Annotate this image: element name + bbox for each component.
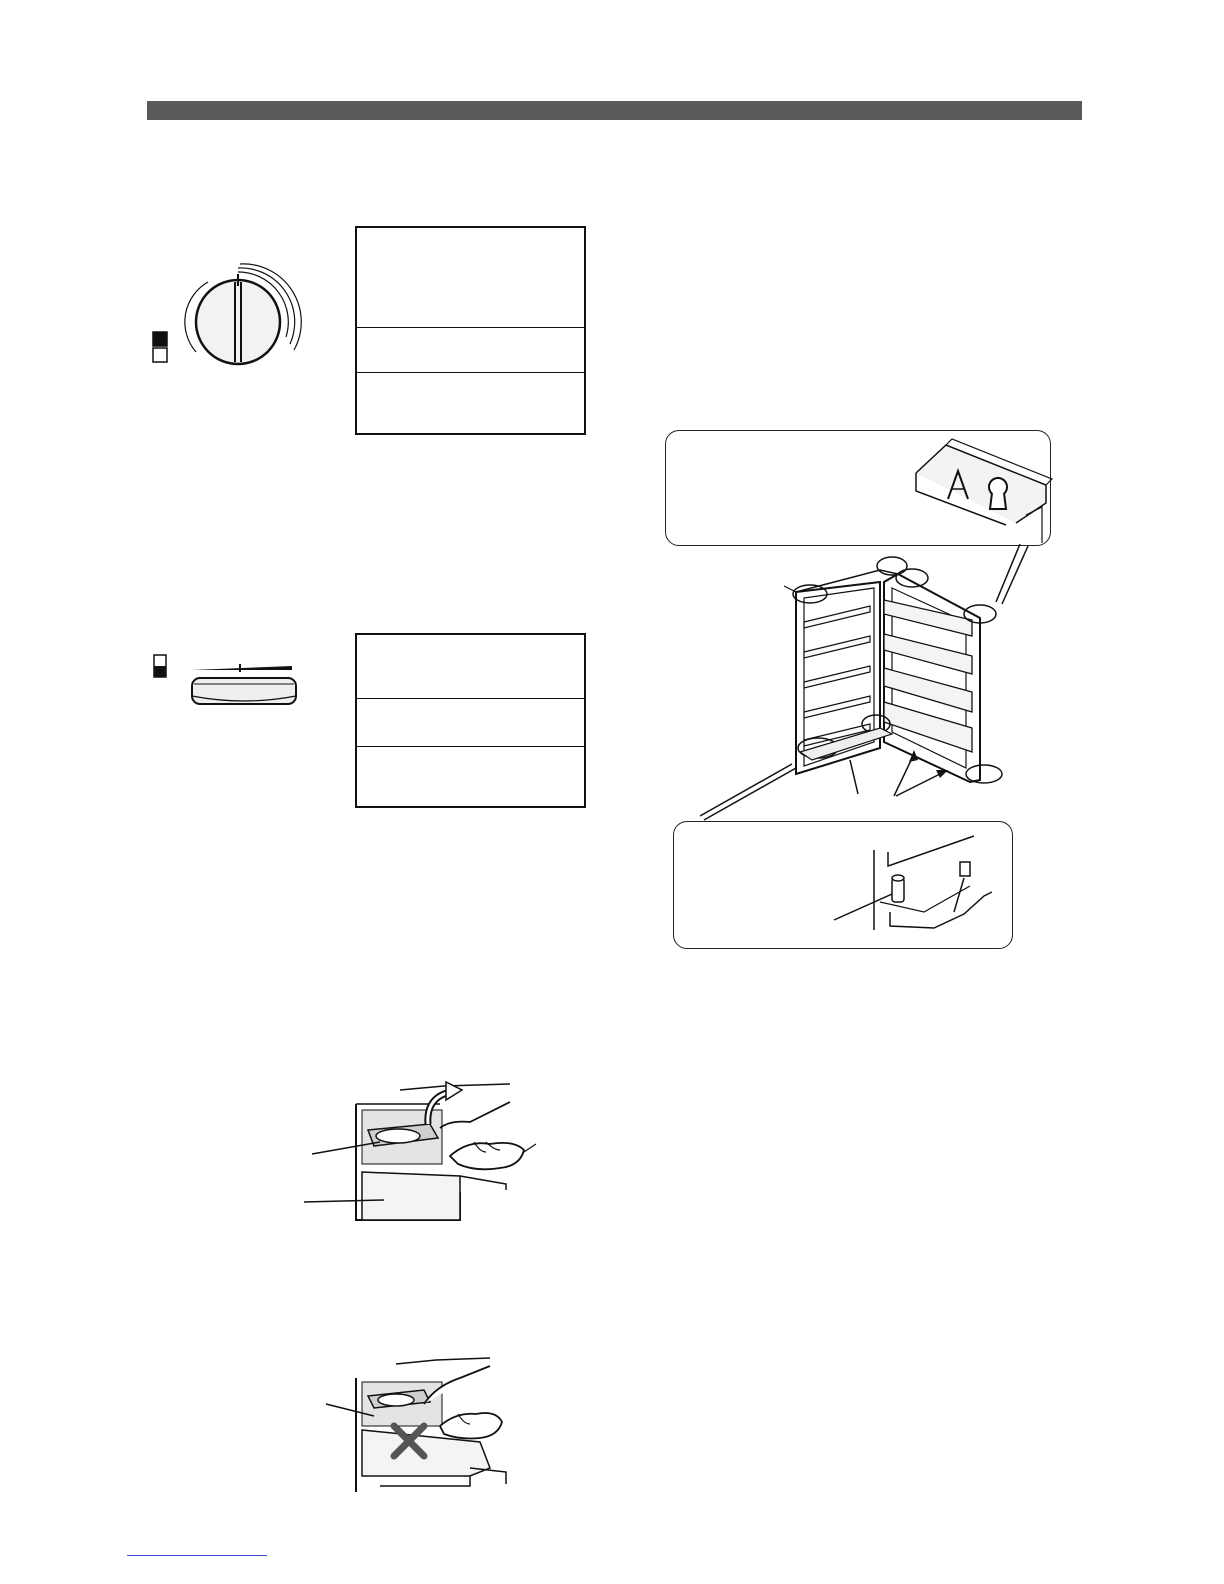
header-bar — [147, 101, 1082, 120]
refrigerator-dial-figure — [150, 652, 310, 712]
refrigerator-dial-icon — [150, 652, 310, 712]
freezer-setting-row-3 — [357, 373, 584, 433]
ice-tray-removal-figure — [300, 1080, 540, 1230]
ice-tray-wrong-removal-figure — [320, 1356, 520, 1496]
freezer-dial-icon — [148, 262, 308, 372]
hinge-detail-icon — [906, 433, 1056, 543]
refrigerator-setting-row-3 — [357, 747, 584, 806]
ice-tray-removal-icon — [300, 1080, 540, 1230]
freezer-dial-figure — [148, 262, 308, 372]
door-pin-callout — [673, 821, 1013, 949]
refrigerator-leader-lines — [700, 740, 960, 820]
freezer-setting-row-1 — [357, 228, 584, 328]
freezer-setting-table — [355, 226, 586, 435]
ice-tray-wrong-removal-icon — [320, 1356, 520, 1496]
door-pin-detail-icon — [824, 826, 1024, 946]
refrigerator-setting-table — [355, 633, 586, 808]
refrigerator-setting-row-2 — [357, 699, 584, 747]
indicator-box-top — [153, 332, 167, 346]
footer-link-underline[interactable] — [127, 1555, 267, 1556]
freezer-setting-row-2 — [357, 328, 584, 373]
indicator-box-bottom — [153, 348, 167, 362]
hinge-callout — [665, 430, 1051, 546]
refrigerator-setting-row-1 — [357, 635, 584, 699]
